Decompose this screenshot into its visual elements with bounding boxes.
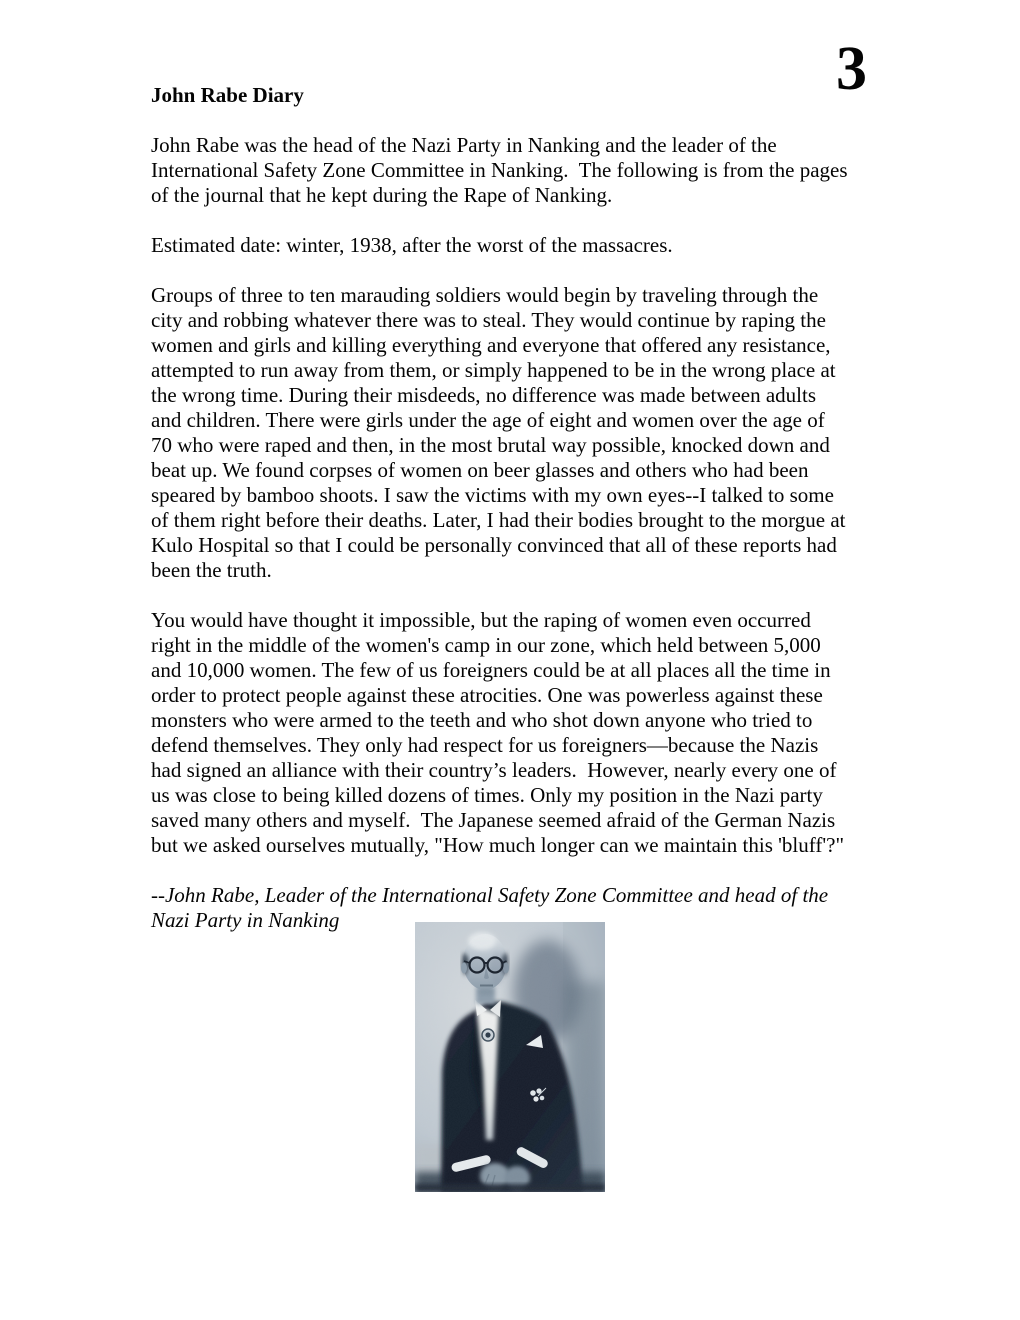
text-line: and 10,000 women. The few of us foreigners could be at all places all the time in (151, 658, 831, 682)
paragraph-diary-1 (151, 283, 891, 583)
text-line: Kulo Hospital so that I could be personally convinced that all of these reports had (151, 533, 837, 557)
john-rabe-portrait-photo (415, 922, 605, 1192)
paragraph-intro (151, 133, 891, 208)
text-line: city and robbing whatever there was to steal. They would continue by raping the (151, 308, 826, 332)
text-line: You would have thought it impossible, but the raping of women even occurred (151, 608, 811, 632)
text-line: attempted to run away from them, or simply happened to be in the wrong place at (151, 358, 836, 382)
text-line: --John Rabe, Leader of the International Safety Zone Committee and head of the (151, 883, 829, 907)
text-line: speared by bamboo shoots. I saw the victims with my own eyes--I talked to some (151, 483, 834, 507)
document-body (151, 83, 891, 933)
text-line: the wrong time. During their misdeeds, no difference was made between adults (151, 383, 816, 407)
paragraph-diary-2 (151, 608, 891, 858)
text-line: order to protect people against these atrocities. One was powerless against these (151, 683, 823, 707)
text-line: defend themselves. They only had respect for us foreigners—because the Nazis (151, 733, 819, 757)
text-line: Estimated date: winter, 1938, after the worst of the massacres. (151, 233, 673, 257)
text-line: but we asked ourselves mutually, "How much longer can we maintain this 'bluff'?" (151, 833, 845, 857)
text-line: John Rabe was the head of the Nazi Party in Nanking and the leader of the (151, 133, 777, 157)
text-line: saved many others and myself. The Japanese seemed afraid of the German Nazis (151, 808, 836, 832)
text-line: Nazi Party in Nanking (151, 908, 340, 932)
text-line: International Safety Zone Committee in Nanking. The following is from the pages (151, 158, 848, 182)
text-line: women and girls and killing everything and everyone that offered any resistance, (151, 333, 831, 357)
text-line: 70 who were raped and then, in the most brutal way possible, knocked down and (151, 433, 830, 457)
text-line: beat up. We found corpses of women on beer glasses and others who had been (151, 458, 809, 482)
text-line: of the journal that he kept during the Rape of Nanking. (151, 183, 613, 207)
text-line: of them right before their deaths. Later, I had their bodies brought to the morgue at (151, 508, 846, 532)
text-line: had signed an alliance with their country’s leaders. However, nearly every one of (151, 758, 837, 782)
text-line: right in the middle of the women's camp in our zone, which held between 5,000 (151, 633, 821, 657)
text-line: Groups of three to ten marauding soldiers would begin by traveling through the (151, 283, 819, 307)
portrait-photo-illustration (415, 922, 605, 1192)
text-line: monsters who were armed to the teeth and who shot down anyone who tried to (151, 708, 813, 732)
paragraph-date (151, 233, 891, 258)
document-title: John Rabe Diary (151, 83, 304, 107)
page-number: 3 (836, 35, 867, 103)
text-line: and children. There were girls under the age of eight and women over the age of (151, 408, 825, 432)
text-line: been the truth. (151, 558, 272, 582)
text-line: us was close to being killed dozens of times. Only my position in the Nazi party (151, 783, 823, 807)
